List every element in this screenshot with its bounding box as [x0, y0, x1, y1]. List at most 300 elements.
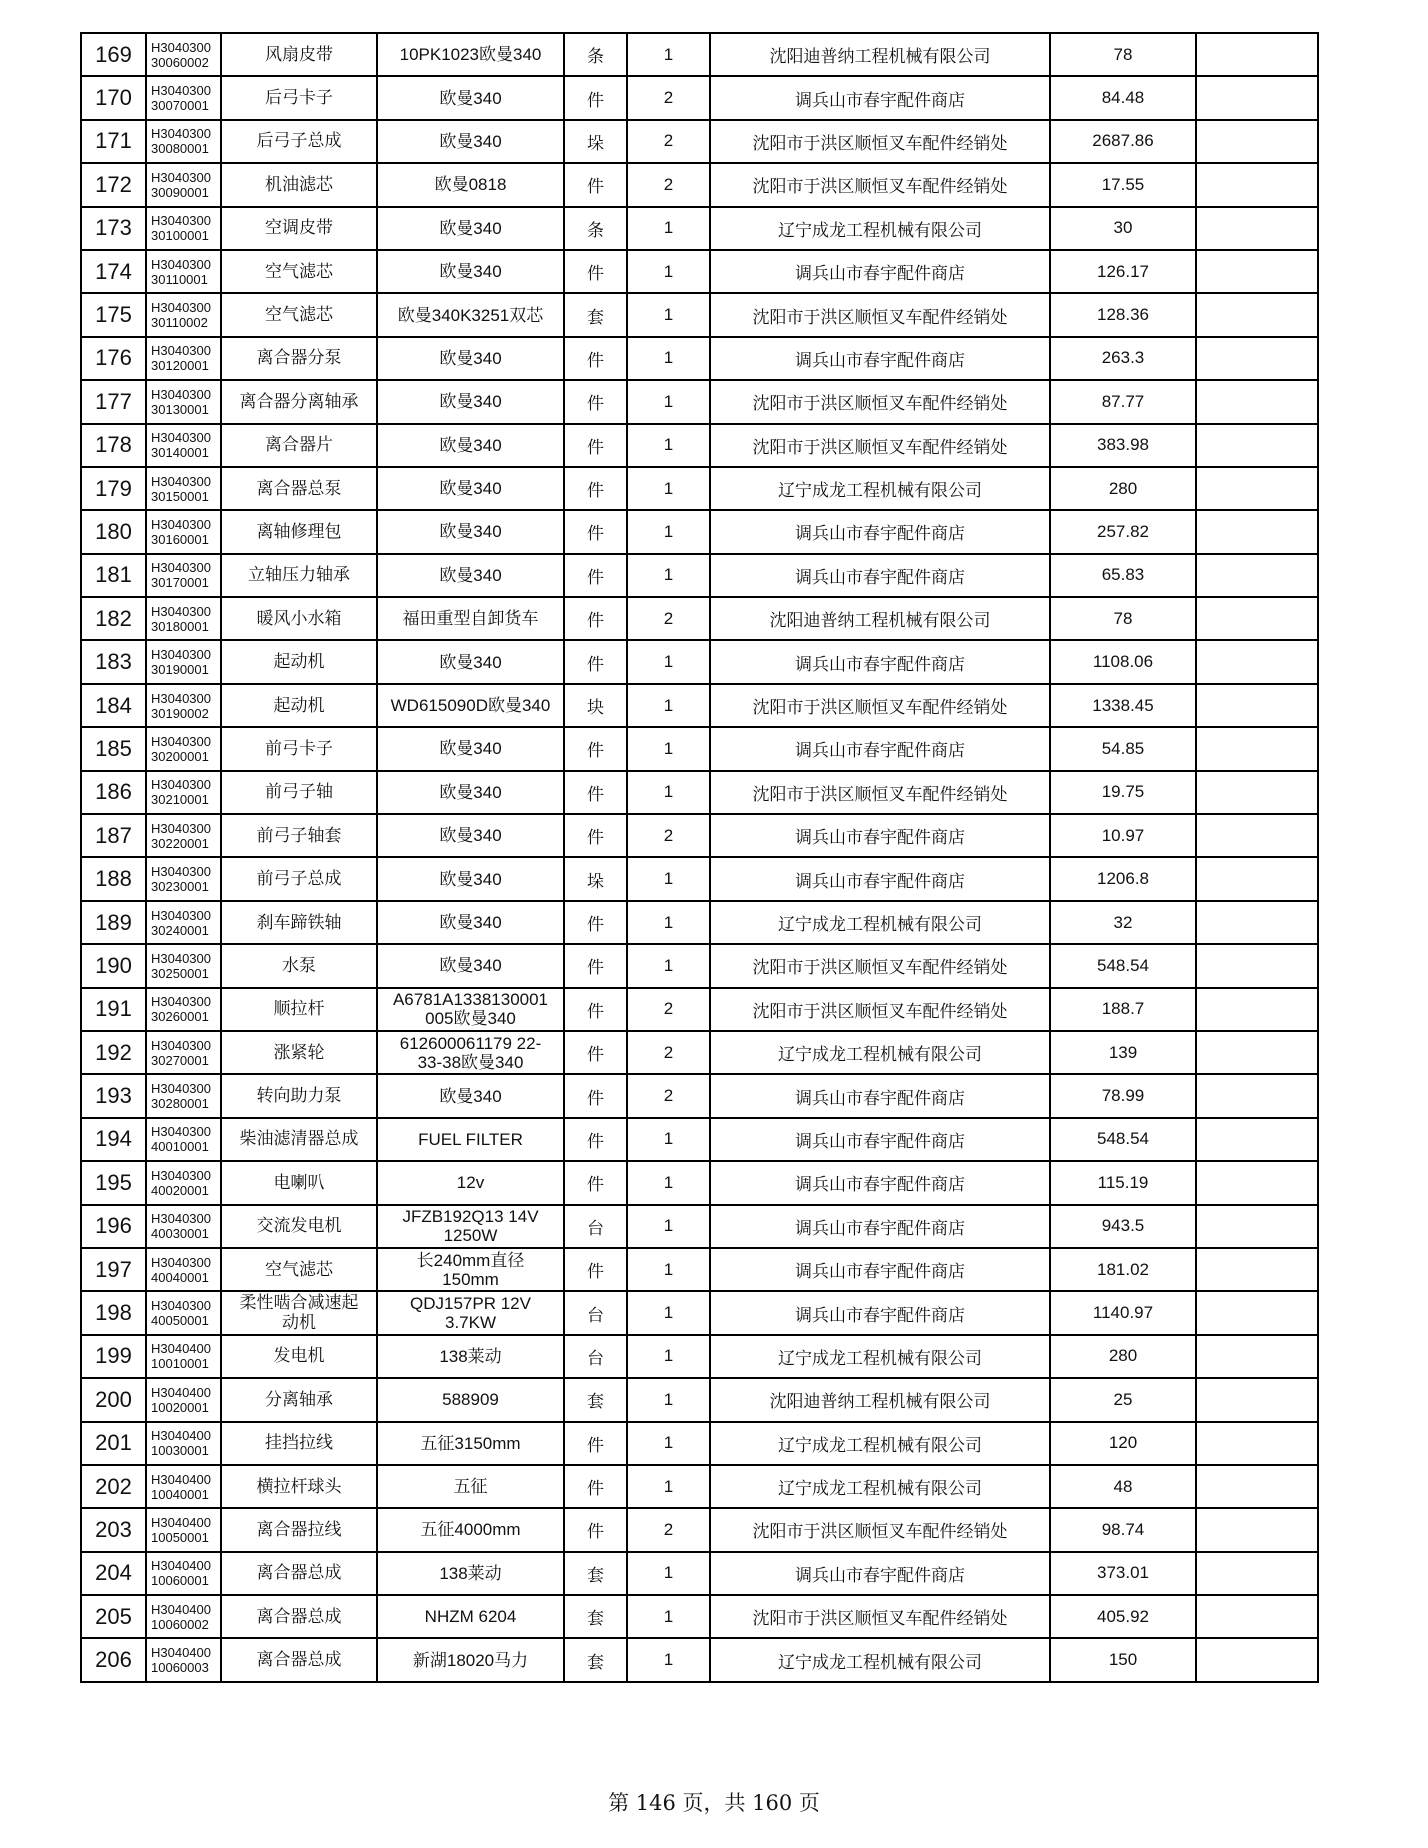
supplier-name: 调兵山市春宇配件商店: [710, 814, 1050, 857]
remark-cell: [1196, 1422, 1318, 1465]
item-name: 离合器总成: [221, 1552, 377, 1595]
unit-price: 188.7: [1050, 988, 1196, 1031]
item-unit: 件: [564, 337, 627, 380]
material-code: H3040300 30060002: [146, 33, 221, 76]
row-number: 206: [81, 1638, 146, 1681]
item-unit: 件: [564, 554, 627, 597]
supplier-name: 沈阳市于洪区顺恒叉车配件经销处: [710, 684, 1050, 727]
item-name: 空调皮带: [221, 207, 377, 250]
item-name: 转向助力泵: [221, 1074, 377, 1117]
supplier-name: 辽宁成龙工程机械有限公司: [710, 1335, 1050, 1378]
item-name: 离合器片: [221, 424, 377, 467]
table-row: [81, 207, 1318, 250]
item-quantity: 2: [627, 988, 710, 1031]
item-unit: 件: [564, 1031, 627, 1074]
item-unit: 件: [564, 163, 627, 206]
item-quantity: 1: [627, 250, 710, 293]
item-spec: A6781A1338130001 005欧曼340: [377, 988, 564, 1031]
table-row: [81, 33, 1318, 76]
material-code: H3040300 40050001: [146, 1291, 221, 1334]
row-number: 174: [81, 250, 146, 293]
item-unit: 件: [564, 944, 627, 987]
unit-price: 48: [1050, 1465, 1196, 1508]
item-unit: 件: [564, 1118, 627, 1161]
remark-cell: [1196, 814, 1318, 857]
item-quantity: 2: [627, 1031, 710, 1074]
unit-price: 1206.8: [1050, 857, 1196, 900]
remark-cell: [1196, 944, 1318, 987]
unit-price: 2687.86: [1050, 120, 1196, 163]
row-number: 201: [81, 1422, 146, 1465]
item-name: 柔性啮合减速起 动机: [221, 1291, 377, 1334]
item-name: 起动机: [221, 684, 377, 727]
table-body: [81, 33, 1318, 1682]
item-quantity: 1: [627, 467, 710, 510]
remark-cell: [1196, 1205, 1318, 1248]
supplier-name: 调兵山市春宇配件商店: [710, 1118, 1050, 1161]
remark-cell: [1196, 597, 1318, 640]
supplier-name: 沈阳市于洪区顺恒叉车配件经销处: [710, 380, 1050, 423]
item-quantity: 2: [627, 597, 710, 640]
item-name: 空气滤芯: [221, 1248, 377, 1291]
row-number: 179: [81, 467, 146, 510]
item-quantity: 1: [627, 1161, 710, 1204]
item-unit: 套: [564, 1552, 627, 1595]
supplier-name: 沈阳市于洪区顺恒叉车配件经销处: [710, 293, 1050, 336]
item-quantity: 1: [627, 1422, 710, 1465]
item-unit: 件: [564, 1422, 627, 1465]
item-spec: FUEL FILTER: [377, 1118, 564, 1161]
item-name: 挂挡拉线: [221, 1422, 377, 1465]
item-name: 刹车蹄铁轴: [221, 901, 377, 944]
table-row: [81, 1074, 1318, 1117]
remark-cell: [1196, 1161, 1318, 1204]
item-unit: 件: [564, 901, 627, 944]
remark-cell: [1196, 554, 1318, 597]
table-row: [81, 1161, 1318, 1204]
item-name: 暖风小水箱: [221, 597, 377, 640]
item-name: 交流发电机: [221, 1205, 377, 1248]
item-name: 离合器总成: [221, 1595, 377, 1638]
item-spec: 138莱动: [377, 1335, 564, 1378]
material-code: H3040300 30140001: [146, 424, 221, 467]
supplier-name: 调兵山市春宇配件商店: [710, 1552, 1050, 1595]
row-number: 173: [81, 207, 146, 250]
item-quantity: 1: [627, 380, 710, 423]
unit-price: 87.77: [1050, 380, 1196, 423]
unit-price: 943.5: [1050, 1205, 1196, 1248]
row-number: 189: [81, 901, 146, 944]
supplier-name: 沈阳迪普纳工程机械有限公司: [710, 1378, 1050, 1421]
item-quantity: 1: [627, 207, 710, 250]
item-spec: 五征4000mm: [377, 1508, 564, 1551]
material-code: H3040300 30210001: [146, 771, 221, 814]
item-name: 涨紧轮: [221, 1031, 377, 1074]
material-code: H3040300 40040001: [146, 1248, 221, 1291]
supplier-name: 辽宁成龙工程机械有限公司: [710, 1638, 1050, 1681]
remark-cell: [1196, 901, 1318, 944]
row-number: 191: [81, 988, 146, 1031]
unit-price: 150: [1050, 1638, 1196, 1681]
item-quantity: 1: [627, 293, 710, 336]
remark-cell: [1196, 120, 1318, 163]
item-quantity: 1: [627, 1248, 710, 1291]
item-spec: 欧曼340: [377, 424, 564, 467]
unit-price: 78.99: [1050, 1074, 1196, 1117]
item-spec: 欧曼340: [377, 510, 564, 553]
unit-price: 548.54: [1050, 1118, 1196, 1161]
item-quantity: 1: [627, 684, 710, 727]
unit-price: 373.01: [1050, 1552, 1196, 1595]
item-spec: 五征: [377, 1465, 564, 1508]
row-number: 196: [81, 1205, 146, 1248]
material-code: H3040300 30110001: [146, 250, 221, 293]
table-row: [81, 337, 1318, 380]
table-row: [81, 771, 1318, 814]
item-quantity: 1: [627, 510, 710, 553]
row-number: 181: [81, 554, 146, 597]
remark-cell: [1196, 33, 1318, 76]
table-row: [81, 684, 1318, 727]
remark-cell: [1196, 337, 1318, 380]
item-name: 离合器拉线: [221, 1508, 377, 1551]
table-row: [81, 76, 1318, 119]
unit-price: 128.36: [1050, 293, 1196, 336]
table-row: [81, 163, 1318, 206]
item-name: 水泵: [221, 944, 377, 987]
item-spec: 新湖18020马力: [377, 1638, 564, 1681]
item-unit: 件: [564, 76, 627, 119]
material-code: H3040300 30190001: [146, 640, 221, 683]
unit-price: 1140.97: [1050, 1291, 1196, 1334]
unit-price: 280: [1050, 1335, 1196, 1378]
remark-cell: [1196, 380, 1318, 423]
item-name: 前弓卡子: [221, 727, 377, 770]
item-spec: 欧曼340: [377, 857, 564, 900]
supplier-name: 辽宁成龙工程机械有限公司: [710, 467, 1050, 510]
row-number: 193: [81, 1074, 146, 1117]
item-unit: 件: [564, 510, 627, 553]
table-row: [81, 1291, 1318, 1334]
row-number: 175: [81, 293, 146, 336]
item-spec: 欧曼340: [377, 944, 564, 987]
item-name: 前弓子轴套: [221, 814, 377, 857]
item-quantity: 1: [627, 640, 710, 683]
item-spec: 欧曼0818: [377, 163, 564, 206]
table-row: [81, 814, 1318, 857]
item-unit: 台: [564, 1291, 627, 1334]
item-unit: 垛: [564, 120, 627, 163]
item-name: 分离轴承: [221, 1378, 377, 1421]
item-spec: 欧曼340: [377, 120, 564, 163]
item-spec: QDJ157PR 12V 3.7KW: [377, 1291, 564, 1334]
item-spec: 欧曼340: [377, 207, 564, 250]
material-code: H3040300 30090001: [146, 163, 221, 206]
item-unit: 件: [564, 1508, 627, 1551]
item-unit: 件: [564, 1161, 627, 1204]
supplier-name: 调兵山市春宇配件商店: [710, 1291, 1050, 1334]
item-name: 起动机: [221, 640, 377, 683]
remark-cell: [1196, 163, 1318, 206]
table-row: [81, 901, 1318, 944]
supplier-name: 沈阳市于洪区顺恒叉车配件经销处: [710, 1595, 1050, 1638]
item-name: 顺拉杆: [221, 988, 377, 1031]
table-row: [81, 640, 1318, 683]
supplier-name: 沈阳迪普纳工程机械有限公司: [710, 33, 1050, 76]
unit-price: 30: [1050, 207, 1196, 250]
item-spec: 欧曼340: [377, 1074, 564, 1117]
item-quantity: 2: [627, 163, 710, 206]
supplier-name: 辽宁成龙工程机械有限公司: [710, 901, 1050, 944]
table-row: [81, 1205, 1318, 1248]
item-spec: 12v: [377, 1161, 564, 1204]
unit-price: 65.83: [1050, 554, 1196, 597]
item-spec: JFZB192Q13 14V 1250W: [377, 1205, 564, 1248]
remark-cell: [1196, 1291, 1318, 1334]
item-quantity: 1: [627, 554, 710, 597]
remark-cell: [1196, 988, 1318, 1031]
unit-price: 10.97: [1050, 814, 1196, 857]
row-number: 184: [81, 684, 146, 727]
table-row: [81, 944, 1318, 987]
item-name: 柴油滤清器总成: [221, 1118, 377, 1161]
item-quantity: 1: [627, 901, 710, 944]
remark-cell: [1196, 684, 1318, 727]
material-code: H3040300 30070001: [146, 76, 221, 119]
item-unit: 块: [564, 684, 627, 727]
unit-price: 280: [1050, 467, 1196, 510]
remark-cell: [1196, 1595, 1318, 1638]
item-name: 空气滤芯: [221, 293, 377, 336]
table-row: [81, 250, 1318, 293]
supplier-name: 调兵山市春宇配件商店: [710, 727, 1050, 770]
remark-cell: [1196, 857, 1318, 900]
supplier-name: 调兵山市春宇配件商店: [710, 640, 1050, 683]
material-code: H3040300 30190002: [146, 684, 221, 727]
row-number: 199: [81, 1335, 146, 1378]
unit-price: 181.02: [1050, 1248, 1196, 1291]
item-quantity: 1: [627, 944, 710, 987]
unit-price: 98.74: [1050, 1508, 1196, 1551]
material-code: H3040300 30220001: [146, 814, 221, 857]
table-row: [81, 1118, 1318, 1161]
remark-cell: [1196, 76, 1318, 119]
item-name: 立轴压力轴承: [221, 554, 377, 597]
remark-cell: [1196, 1552, 1318, 1595]
item-unit: 垛: [564, 857, 627, 900]
item-unit: 套: [564, 1638, 627, 1681]
unit-price: 405.92: [1050, 1595, 1196, 1638]
item-name: 后弓子总成: [221, 120, 377, 163]
row-number: 182: [81, 597, 146, 640]
table-row: [81, 293, 1318, 336]
supplier-name: 辽宁成龙工程机械有限公司: [710, 1422, 1050, 1465]
remark-cell: [1196, 510, 1318, 553]
table-row: [81, 1031, 1318, 1074]
item-unit: 件: [564, 814, 627, 857]
unit-price: 120: [1050, 1422, 1196, 1465]
remark-cell: [1196, 467, 1318, 510]
remark-cell: [1196, 1335, 1318, 1378]
table-row: [81, 1465, 1318, 1508]
table-row: [81, 1248, 1318, 1291]
supplier-name: 辽宁成龙工程机械有限公司: [710, 207, 1050, 250]
table-row: [81, 120, 1318, 163]
item-name: 离合器分泵: [221, 337, 377, 380]
table-row: [81, 424, 1318, 467]
material-code: H3040400 10030001: [146, 1422, 221, 1465]
row-number: 198: [81, 1291, 146, 1334]
table-row: [81, 1638, 1318, 1681]
table-row: [81, 727, 1318, 770]
item-spec: 138莱动: [377, 1552, 564, 1595]
supplier-name: 沈阳市于洪区顺恒叉车配件经销处: [710, 163, 1050, 206]
unit-price: 54.85: [1050, 727, 1196, 770]
row-number: 172: [81, 163, 146, 206]
item-spec: 10PK1023欧曼340: [377, 33, 564, 76]
material-code: H3040400 10060002: [146, 1595, 221, 1638]
material-code: H3040300 40030001: [146, 1205, 221, 1248]
item-unit: 件: [564, 380, 627, 423]
item-quantity: 2: [627, 1508, 710, 1551]
unit-price: 17.55: [1050, 163, 1196, 206]
row-number: 204: [81, 1552, 146, 1595]
material-code: H3040300 30150001: [146, 467, 221, 510]
item-quantity: 2: [627, 1074, 710, 1117]
material-code: H3040300 30180001: [146, 597, 221, 640]
item-unit: 件: [564, 250, 627, 293]
unit-price: 263.3: [1050, 337, 1196, 380]
item-unit: 台: [564, 1335, 627, 1378]
item-spec: 欧曼340: [377, 380, 564, 423]
item-spec: 五征3150mm: [377, 1422, 564, 1465]
table-row: [81, 1422, 1318, 1465]
item-spec: 欧曼340: [377, 467, 564, 510]
table-row: [81, 1595, 1318, 1638]
item-spec: 欧曼340: [377, 250, 564, 293]
material-code: H3040400 10040001: [146, 1465, 221, 1508]
item-spec: 588909: [377, 1378, 564, 1421]
material-code: H3040300 40010001: [146, 1118, 221, 1161]
table-row: [81, 1508, 1318, 1551]
item-quantity: 1: [627, 1465, 710, 1508]
item-unit: 套: [564, 1378, 627, 1421]
row-number: 169: [81, 33, 146, 76]
material-code: H3040300 30100001: [146, 207, 221, 250]
item-spec: 长240mm直径 150mm: [377, 1248, 564, 1291]
remark-cell: [1196, 727, 1318, 770]
material-code: H3040300 30200001: [146, 727, 221, 770]
item-unit: 件: [564, 727, 627, 770]
row-number: 197: [81, 1248, 146, 1291]
row-number: 178: [81, 424, 146, 467]
unit-price: 1108.06: [1050, 640, 1196, 683]
item-name: 后弓卡子: [221, 76, 377, 119]
item-spec: 欧曼340K3251双芯: [377, 293, 564, 336]
item-name: 离轴修理包: [221, 510, 377, 553]
item-spec: 欧曼340: [377, 337, 564, 380]
supplier-name: 沈阳市于洪区顺恒叉车配件经销处: [710, 944, 1050, 987]
supplier-name: 沈阳市于洪区顺恒叉车配件经销处: [710, 424, 1050, 467]
unit-price: 383.98: [1050, 424, 1196, 467]
item-name: 前弓子轴: [221, 771, 377, 814]
item-unit: 条: [564, 207, 627, 250]
item-quantity: 1: [627, 1595, 710, 1638]
item-spec: 福田重型自卸货车: [377, 597, 564, 640]
item-unit: 件: [564, 988, 627, 1031]
material-code: H3040300 30130001: [146, 380, 221, 423]
unit-price: 25: [1050, 1378, 1196, 1421]
material-code: H3040300 30240001: [146, 901, 221, 944]
row-number: 171: [81, 120, 146, 163]
supplier-name: 沈阳市于洪区顺恒叉车配件经销处: [710, 988, 1050, 1031]
supplier-name: 调兵山市春宇配件商店: [710, 510, 1050, 553]
material-code: H3040400 10020001: [146, 1378, 221, 1421]
remark-cell: [1196, 640, 1318, 683]
table-row: [81, 1552, 1318, 1595]
unit-price: 32: [1050, 901, 1196, 944]
material-code: H3040300 30170001: [146, 554, 221, 597]
material-code: H3040400 10050001: [146, 1508, 221, 1551]
item-quantity: 1: [627, 1552, 710, 1595]
material-code: H3040300 30110002: [146, 293, 221, 336]
unit-price: 84.48: [1050, 76, 1196, 119]
item-spec: 欧曼340: [377, 76, 564, 119]
material-code: H3040400 10060003: [146, 1638, 221, 1681]
item-unit: 件: [564, 1248, 627, 1291]
row-number: 180: [81, 510, 146, 553]
remark-cell: [1196, 250, 1318, 293]
item-quantity: 1: [627, 1205, 710, 1248]
table-row: [81, 510, 1318, 553]
item-name: 离合器总泵: [221, 467, 377, 510]
supplier-name: 沈阳市于洪区顺恒叉车配件经销处: [710, 1508, 1050, 1551]
row-number: 187: [81, 814, 146, 857]
item-name: 机油滤芯: [221, 163, 377, 206]
item-name: 风扇皮带: [221, 33, 377, 76]
unit-price: 115.19: [1050, 1161, 1196, 1204]
unit-price: 1338.45: [1050, 684, 1196, 727]
item-unit: 条: [564, 33, 627, 76]
remark-cell: [1196, 293, 1318, 336]
item-quantity: 1: [627, 1291, 710, 1334]
unit-price: 139: [1050, 1031, 1196, 1074]
row-number: 200: [81, 1378, 146, 1421]
supplier-name: 调兵山市春宇配件商店: [710, 76, 1050, 119]
supplier-name: 调兵山市春宇配件商店: [710, 337, 1050, 380]
item-spec: 欧曼340: [377, 727, 564, 770]
material-code: H3040300 30120001: [146, 337, 221, 380]
item-quantity: 1: [627, 33, 710, 76]
material-code: H3040300 30280001: [146, 1074, 221, 1117]
row-number: 194: [81, 1118, 146, 1161]
row-number: 190: [81, 944, 146, 987]
item-name: 横拉杆球头: [221, 1465, 377, 1508]
material-code: H3040300 30230001: [146, 857, 221, 900]
material-code: H3040300 30250001: [146, 944, 221, 987]
item-quantity: 1: [627, 727, 710, 770]
item-name: 离合器总成: [221, 1638, 377, 1681]
item-spec: 612600061179 22- 33-38欧曼340: [377, 1031, 564, 1074]
remark-cell: [1196, 207, 1318, 250]
remark-cell: [1196, 1508, 1318, 1551]
item-unit: 件: [564, 424, 627, 467]
item-quantity: 1: [627, 1335, 710, 1378]
supplier-name: 调兵山市春宇配件商店: [710, 250, 1050, 293]
supplier-name: 调兵山市春宇配件商店: [710, 857, 1050, 900]
item-quantity: 2: [627, 76, 710, 119]
row-number: 202: [81, 1465, 146, 1508]
